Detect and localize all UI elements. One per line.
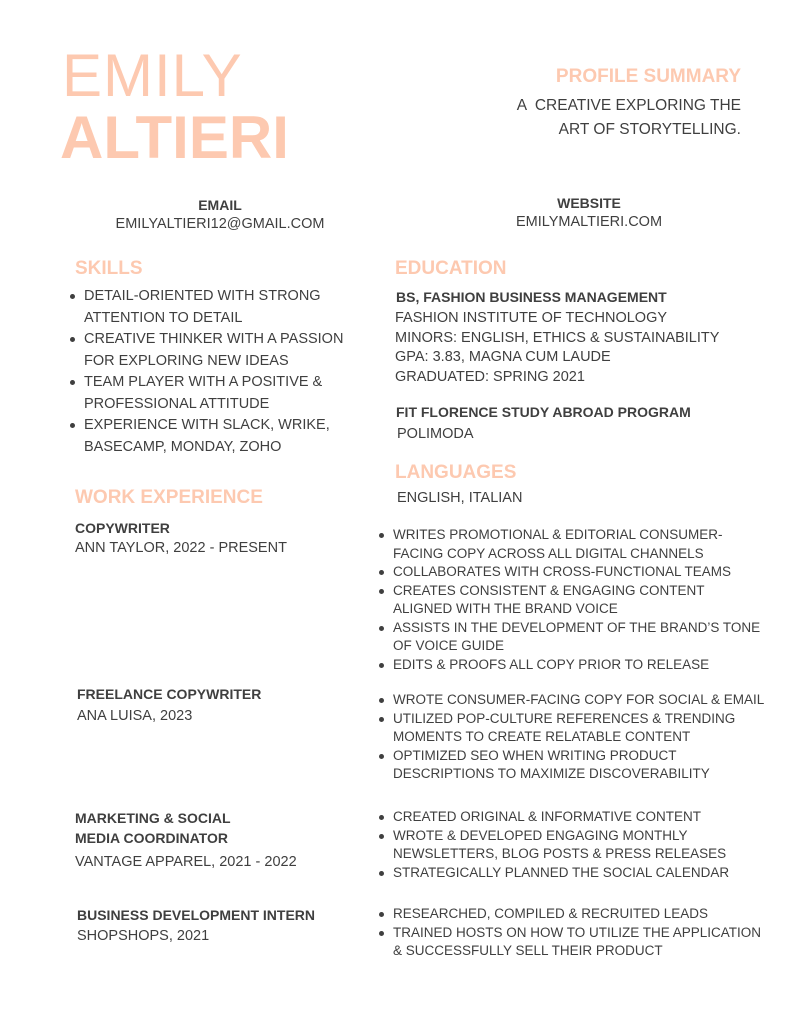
skills-heading: SKILLS: [75, 258, 143, 279]
job-duties: [376, 691, 781, 784]
languages-list: ENGLISH, ITALIAN: [397, 490, 523, 506]
study-abroad-program: FIT FLORENCE STUDY ABROAD PROGRAM: [396, 404, 691, 420]
website-label: WEBSITE: [557, 195, 621, 211]
first-name: EMILY: [62, 42, 243, 109]
duty-item: WROTE CONSUMER-FACING COPY FOR SOCIAL & EMAIL: [376, 691, 781, 710]
job-title: FREELANCE COPYWRITER: [77, 686, 262, 702]
duty-item: WROTE & DEVELOPED ENGAGING MONTHLY NEWSLETTERS, BLOG POSTS & PRESS RELEASES: [376, 827, 781, 864]
job-company: ANN TAYLOR, 2022 - PRESENT: [75, 540, 287, 556]
skills-list: [67, 286, 357, 458]
job-duties: [376, 808, 781, 882]
website-block: [478, 194, 700, 232]
website-value[interactable]: EMILYMALTIERI.COM: [515, 214, 663, 230]
duty-item: CREATES CONSISTENT & ENGAGING CONTENT ALIGNED WITH THE BRAND VOICE: [376, 582, 781, 619]
languages-heading: LANGUAGES: [395, 462, 517, 483]
job-title-line-2: MEDIA COORDINATOR: [75, 830, 228, 846]
education-school: FASHION INSTITUTE OF TECHNOLOGY: [395, 310, 668, 326]
work-experience-heading: WORK EXPERIENCE: [75, 487, 263, 508]
duty-item: UTILIZED POP-CULTURE REFERENCES & TRENDING MOMENTS TO CREATE RELATABLE CONTENT: [376, 710, 781, 747]
profile-summary-line-1: A CREATIVE EXPLORING THE: [516, 97, 741, 114]
last-name: ALTIERI: [60, 104, 289, 171]
duty-item: OPTIMIZED SEO WHEN WRITING PRODUCT DESCRIPTIONS TO MAXIMIZE DISCOVERABILITY: [376, 747, 781, 784]
job-company: VANTAGE APPAREL, 2021 - 2022: [75, 854, 297, 870]
education-graduated: GRADUATED: SPRING 2021: [395, 368, 585, 385]
skill-item: EXPERIENCE WITH SLACK, WRIKE, BASECAMP, MONDAY, ZOHO: [67, 415, 357, 458]
job-duties: [376, 526, 781, 674]
education-details: [395, 309, 719, 387]
skill-item: TEAM PLAYER WITH A POSITIVE & PROFESSIONAL ATTITUDE: [67, 372, 357, 415]
skill-item: CREATIVE THINKER WITH A PASSION FOR EXPLORING NEW IDEAS: [67, 329, 357, 372]
email-label: EMAIL: [198, 197, 242, 213]
duty-item: CREATED ORIGINAL & INFORMATIVE CONTENT: [376, 808, 781, 827]
job-title-line-1: MARKETING & SOCIAL: [75, 810, 231, 826]
email-value[interactable]: EMILYALTIERI12@GMAIL.COM: [115, 216, 325, 232]
education-degree: BS, FASHION BUSINESS MANAGEMENT: [396, 289, 667, 305]
job-company: ANA LUISA, 2023: [77, 708, 193, 724]
job-title: COPYWRITER: [75, 520, 170, 536]
duty-item: ASSISTS IN THE DEVELOPMENT OF THE BRAND’S TONE OF VOICE GUIDE: [376, 619, 781, 656]
duty-item: WRITES PROMOTIONAL & EDITORIAL CONSUMER- FACING COPY ACROSS ALL DIGITAL CHANNELS: [376, 526, 781, 563]
duty-item: RESEARCHED, COMPILED & RECRUITED LEADS: [376, 905, 781, 924]
job-company: SHOPSHOPS, 2021: [77, 928, 210, 944]
duty-item: TRAINED HOSTS ON HOW TO UTILIZE THE APPLICATION & SUCCESSFULLY SELL THEIR PRODUCT: [376, 924, 781, 961]
job-title: BUSINESS DEVELOPMENT INTERN: [77, 907, 316, 923]
education-minors: MINORS: ENGLISH, ETHICS & SUSTAINABILITY: [395, 329, 720, 346]
profile-summary-line-2: ART OF STORYTELLING.: [558, 121, 741, 138]
education-heading: EDUCATION: [395, 258, 507, 279]
duty-item: EDITS & PROOFS ALL COPY PRIOR TO RELEASE: [376, 656, 781, 675]
duty-item: COLLABORATES WITH CROSS-FUNCTIONAL TEAMS: [376, 563, 781, 582]
study-abroad-school: POLIMODA: [397, 426, 474, 442]
duty-item: STRATEGICALLY PLANNED THE SOCIAL CALENDAR: [376, 864, 781, 883]
email-block: [100, 196, 340, 234]
education-gpa: GPA: 3.83, MAGNA CUM LAUDE: [395, 349, 611, 365]
skill-item: DETAIL-ORIENTED WITH STRONG ATTENTION TO DETAIL: [67, 286, 357, 329]
job-title: [75, 808, 231, 848]
profile-summary: [421, 66, 741, 142]
job-duties: [376, 905, 781, 961]
profile-summary-heading: PROFILE SUMMARY: [555, 66, 741, 87]
